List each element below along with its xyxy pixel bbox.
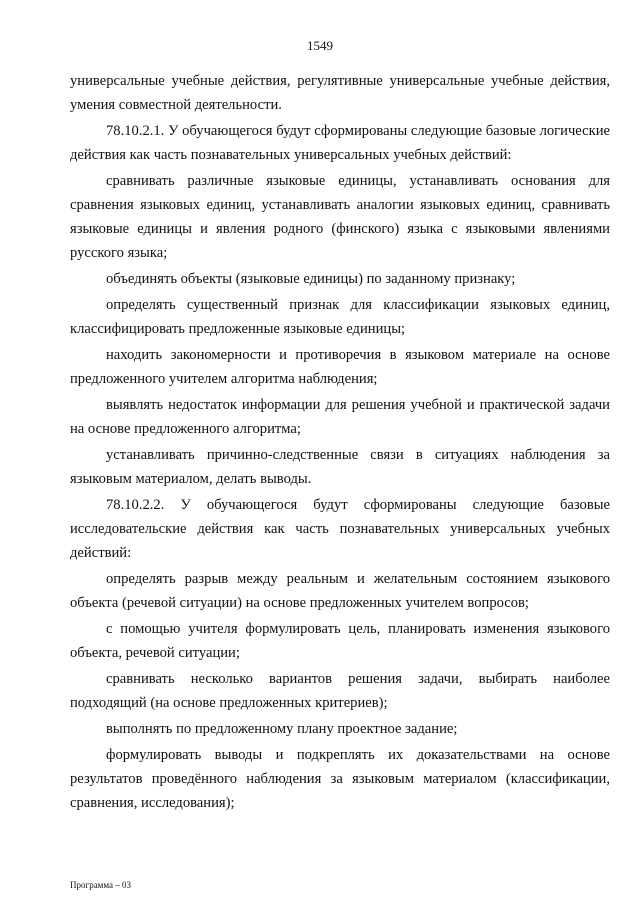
paragraph-continuation: универсальные учебные действия, регулятивные универсальные учебные действия, умения совместной деятельности. xyxy=(70,73,610,113)
paragraph-item: с помощью учителя формулировать цель, планировать изменения языкового объекта, речевой ситуации; xyxy=(70,621,610,661)
paragraph-item: выявлять недостаток информации для решения учебной и практической задачи на основе предложенного алгоритма; xyxy=(70,397,610,437)
paragraph-item: сравнивать несколько вариантов решения задачи, выбирать наиболее подходящий (на основе предложенных критериев); xyxy=(70,671,610,711)
paragraph-item: устанавливать причинно-следственные связи в ситуациях наблюдения за языковым материалом, делать выводы. xyxy=(70,447,610,487)
paragraph-item: определять существенный признак для классификации языковых единиц, классифицировать предложенные языковые единицы; xyxy=(70,297,610,337)
paragraph-item: определять разрыв между реальным и желательным состоянием языкового объекта (речевой ситуации) на основе предложенных учителем вопросов; xyxy=(70,571,610,611)
paragraph-item: формулировать выводы и подкреплять их доказательствами на основе результатов проведённого наблюдения за языковым материалом (классификации, сравнения, исследования); xyxy=(70,747,610,811)
paragraph-section-78-10-2-2: 78.10.2.2. У обучающегося будут сформированы следующие базовые исследовательские действия как часть познавательных универсальных учебных действий: xyxy=(70,497,610,561)
paragraph-item: объединять объекты (языковые единицы) по заданному признаку; xyxy=(106,271,516,287)
paragraph-section-78-10-2-1: 78.10.2.1. У обучающегося будут сформированы следующие базовые логические действия как часть познавательных универсальных учебных действий: xyxy=(70,123,610,163)
paragraph-item: сравнивать различные языковые единицы, устанавливать основания для сравнения языковых единиц, устанавливать аналогии языковых единиц, сравнивать языковые единицы и явления родного (финского) языка с языковыми явлениями русского языка; xyxy=(70,173,610,261)
document-body xyxy=(70,69,610,817)
paragraph-item: находить закономерности и противоречия в языковом материале на основе предложенного учителем алгоритма наблюдения; xyxy=(70,347,610,387)
paragraph-item: выполнять по предложенному плану проектное задание; xyxy=(106,721,458,737)
footer-program-label: Программа – 03 xyxy=(70,880,132,890)
page-number: 1549 xyxy=(307,38,333,53)
